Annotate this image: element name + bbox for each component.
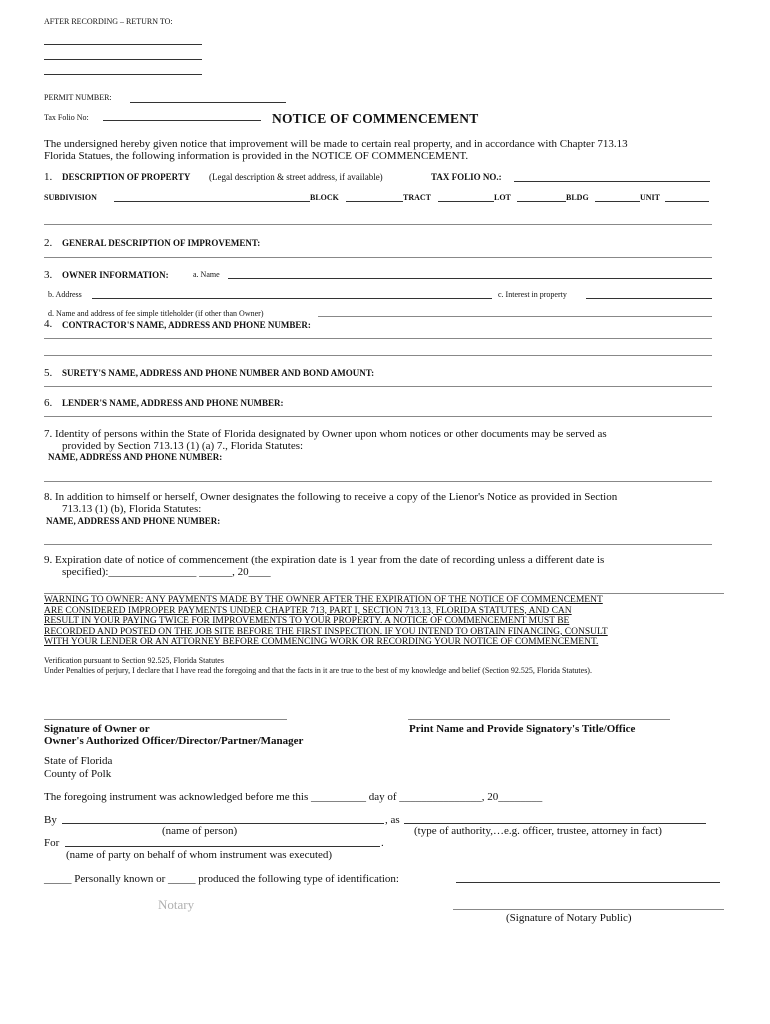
section-1-label: DESCRIPTION OF PROPERTY xyxy=(62,172,191,182)
name-of-person-caption: (name of person) xyxy=(162,825,238,837)
type-of-authority-caption: (type of authority,…e.g. officer, trustee, attorney in fact) xyxy=(414,825,662,837)
warning-top-rule xyxy=(44,593,724,594)
return-to-line-2[interactable] xyxy=(44,59,202,60)
intro-line-1: The undersigned hereby given notice that improvement will be made to certain real property, and in accordance with Chapter 713.13 xyxy=(44,138,628,150)
county-label: County of Polk xyxy=(44,768,112,780)
section-5-label: SURETY'S NAME, ADDRESS AND PHONE NUMBER AND BOND AMOUNT: xyxy=(62,368,375,378)
print-name-line[interactable] xyxy=(408,719,670,720)
section-4-label: CONTRACTOR'S NAME, ADDRESS AND PHONE NUMBER: xyxy=(62,320,311,330)
section-4-number: 4. xyxy=(44,318,53,330)
owner-signature-line[interactable] xyxy=(44,719,287,720)
bldg-label: BLDG xyxy=(566,193,589,202)
identification-label: _____ Personally known or _____ produced the following type of identification: xyxy=(44,873,399,885)
section-2-line[interactable] xyxy=(44,257,712,258)
titleholder-field[interactable] xyxy=(318,316,712,317)
section-6-label: LENDER'S NAME, ADDRESS AND PHONE NUMBER: xyxy=(62,398,284,408)
section-9-line-1: 9. Expiration date of notice of commencement (the expiration date is 1 year from the date of recording unless a different date is xyxy=(44,554,605,566)
interest-label: c. Interest in property xyxy=(498,290,567,299)
unit-label: UNIT xyxy=(640,193,661,202)
section-6-line[interactable] xyxy=(44,416,712,417)
interest-field[interactable] xyxy=(586,298,712,299)
notary-signature-caption: (Signature of Notary Public) xyxy=(506,912,632,924)
tract-field[interactable] xyxy=(438,201,494,202)
permit-number-label: PERMIT NUMBER: xyxy=(44,93,112,102)
acknowledgment-line: The foregoing instrument was acknowledged before me this __________ day of _______________, 20________ xyxy=(44,791,543,803)
for-period: . xyxy=(381,837,384,849)
block-label: BLOCK xyxy=(310,193,339,202)
section-6-number: 6. xyxy=(44,397,53,409)
owner-address-label: b. Address xyxy=(48,290,82,299)
section-3-number: 3. xyxy=(44,269,53,281)
block-field[interactable] xyxy=(346,201,403,202)
titleholder-label: d. Name and address of fee simple titleholder (if other than Owner) xyxy=(48,309,264,318)
notary-signature-line[interactable] xyxy=(453,909,724,910)
warning-line-1: WARNING TO OWNER: ANY PAYMENTS MADE BY THE OWNER AFTER THE EXPIRATION OF THE NOTICE OF COMMENCEMENT xyxy=(44,595,603,605)
warning-line-5: WITH YOUR LENDER OR AN ATTORNEY BEFORE COMMENCING WORK OR RECORDING YOUR NOTICE OF COMMENCEMENT. xyxy=(44,637,599,648)
section-7-sub-label: NAME, ADDRESS AND PHONE NUMBER: xyxy=(48,452,223,462)
section-8-line-2: 713.13 (1) (b), Florida Statutes: xyxy=(62,503,202,515)
owner-signature-label-2: Owner's Authorized Officer/Director/Partner/Manager xyxy=(44,735,304,747)
authority-field[interactable] xyxy=(404,823,706,824)
owner-address-field[interactable] xyxy=(92,298,492,299)
section-3-label: OWNER INFORMATION: xyxy=(62,270,169,280)
permit-number-field[interactable] xyxy=(130,102,286,103)
subdivision-field[interactable] xyxy=(114,201,310,202)
tract-label: TRACT xyxy=(403,193,432,202)
subdivision-label: SUBDIVISION xyxy=(44,193,97,202)
after-recording-label: AFTER RECORDING – RETURN TO: xyxy=(44,17,173,26)
section-2-number: 2. xyxy=(44,237,53,249)
section-1-note: (Legal description & street address, if available) xyxy=(209,172,383,182)
tax-folio-no-label: TAX FOLIO NO.: xyxy=(431,172,502,182)
section-7-line-2: provided by Section 713.13 (1) (a) 7., Florida Statutes: xyxy=(62,440,304,452)
party-caption: (name of party on behalf of whom instrument was executed) xyxy=(66,849,333,861)
section-7-line-1: 7. Identity of persons within the State of Florida designated by Owner upon whom notices or other documents may be served as xyxy=(44,428,607,440)
by-label: By xyxy=(44,814,57,826)
return-to-line-1[interactable] xyxy=(44,44,202,45)
section-8-sub-label: NAME, ADDRESS AND PHONE NUMBER: xyxy=(46,516,221,526)
verification-line-1: Verification pursuant to Section 92.525, Florida Statutes xyxy=(44,656,224,665)
warning-line-3: RESULT IN YOUR PAYING TWICE FOR IMPROVEMENTS TO YOUR PROPERTY. A NOTICE OF COMMENCEMENT MUST BE xyxy=(44,616,570,627)
section-4-line-2[interactable] xyxy=(44,355,712,356)
notary-watermark: Notary xyxy=(158,897,195,912)
verification-line-2: Under Penalties of perjury, I declare that I have read the foregoing and that the facts in it are true to the best of my knowledge and belief (Section 92.525, Florida Statutes). xyxy=(44,666,592,675)
document-title: NOTICE OF COMMENCEMENT xyxy=(272,111,479,126)
section-1-extra-line[interactable] xyxy=(44,224,712,225)
lot-field[interactable] xyxy=(517,201,566,202)
as-label: , as xyxy=(385,814,400,826)
bldg-field[interactable] xyxy=(595,201,640,202)
section-5-line[interactable] xyxy=(44,386,712,387)
owner-name-field[interactable] xyxy=(228,278,712,279)
lot-label: LOT xyxy=(494,193,511,202)
section-8-line-1: 8. In addition to himself or herself, Owner designates the following to receive a copy of the Lienor's Notice as provided in Section xyxy=(44,491,618,503)
return-to-line-3[interactable] xyxy=(44,74,202,75)
identification-field[interactable] xyxy=(456,882,720,883)
by-name-field[interactable] xyxy=(62,823,384,824)
warning-line-2: ARE CONSIDERED IMPROPER PAYMENTS UNDER CHAPTER 713, PART I, SECTION 713.13, FLORIDA STATUTES, AND CAN xyxy=(44,605,572,616)
for-party-field[interactable] xyxy=(65,846,380,847)
tax-folio-label: Tax Folio No: xyxy=(44,113,89,122)
owner-name-label: a. Name xyxy=(193,270,220,279)
section-9-line-2: specified):________________ ______, 20____ xyxy=(62,566,271,578)
for-label: For xyxy=(44,837,60,849)
tax-folio-field[interactable] xyxy=(103,120,261,121)
warning-block xyxy=(44,595,734,648)
intro-line-2: Florida Statues, the following information is provided in the NOTICE OF COMMENCEMENT. xyxy=(44,150,469,162)
section-8-line[interactable] xyxy=(44,544,712,545)
print-name-label: Print Name and Provide Signatory's Title/Office xyxy=(409,723,636,735)
state-label: State of Florida xyxy=(44,755,113,767)
section-4-line-1[interactable] xyxy=(44,338,712,339)
section-1-number: 1. xyxy=(44,171,53,183)
unit-field[interactable] xyxy=(665,201,709,202)
section-5-number: 5. xyxy=(44,367,53,379)
section-7-line[interactable] xyxy=(44,481,712,482)
owner-signature-label-1: Signature of Owner or xyxy=(44,723,150,735)
section-2-label: GENERAL DESCRIPTION OF IMPROVEMENT: xyxy=(62,238,261,248)
tax-folio-no-field[interactable] xyxy=(514,181,710,182)
warning-line-4: RECORDED AND POSTED ON THE JOB SITE BEFORE THE FIRST INSPECTION. IF YOU INTEND TO OBTAIN FINANCING, CONSULT xyxy=(44,626,608,637)
